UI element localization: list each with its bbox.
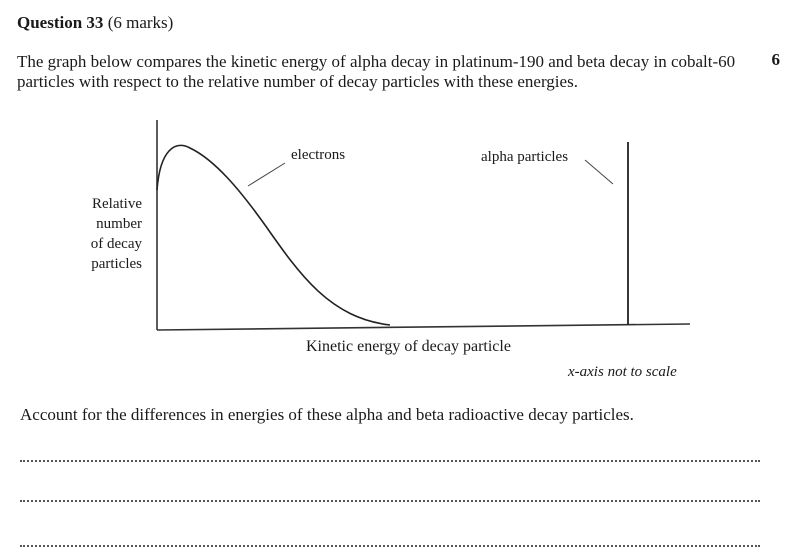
y-axis-label <box>70 194 142 274</box>
answer-line[interactable] <box>20 460 760 462</box>
question-marks: (6 marks) <box>107 13 174 32</box>
y-label-line: number <box>96 216 142 232</box>
alpha-label: alpha particles <box>481 149 569 165</box>
alpha-pointer <box>585 160 613 184</box>
question-intro: The graph below compares the kinetic energy of alpha decay in platinum-190 and beta decay in cobalt-60 particles with respect to the relative number of decay particles with these energies. <box>17 52 736 91</box>
marks-margin: 6 <box>771 50 780 69</box>
x-axis-label: Kinetic energy of decay particle <box>306 338 511 355</box>
x-axis <box>157 324 690 330</box>
y-label-line: particles <box>91 256 142 272</box>
electrons-label: electrons <box>291 147 346 163</box>
electrons-pointer <box>248 163 285 186</box>
answer-line[interactable] <box>20 545 760 547</box>
electrons-curve <box>157 145 390 325</box>
question-number: Question 33 <box>17 13 104 32</box>
y-label-line: of decay <box>90 236 142 252</box>
answer-line[interactable] <box>20 500 760 502</box>
question-prompt: Account for the differences in energies of these alpha and beta radioactive decay particles. <box>20 405 634 424</box>
y-label-line: Relative <box>92 196 142 212</box>
scale-note: x-axis not to scale <box>568 364 677 380</box>
